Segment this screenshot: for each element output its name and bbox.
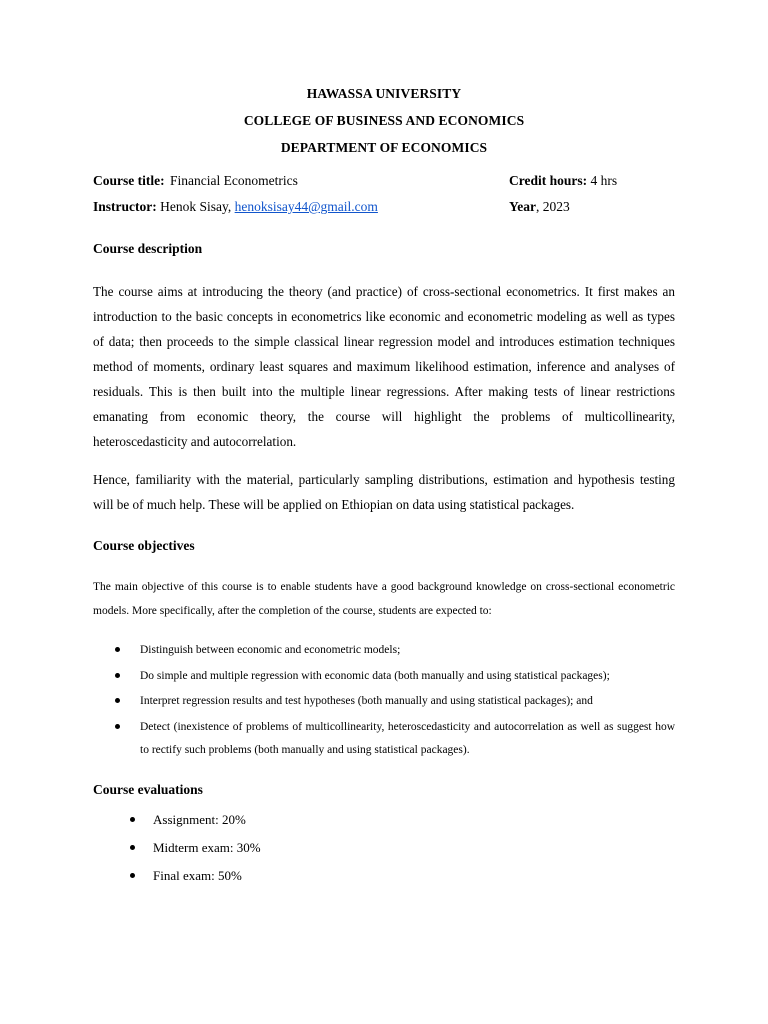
- instructor-label: Instructor:: [93, 199, 157, 214]
- objective-text: Interpret regression results and test hypotheses (both manually and using statistical packages); and: [140, 695, 593, 707]
- course-evaluations-heading: Course evaluations: [93, 782, 203, 797]
- list-item: [93, 839, 261, 867]
- list-item: [93, 811, 261, 839]
- objective-text: Detect (inexistence of problems of multicollinearity, heteroscedasticity and autocorrelation as well as suggest how to rectify such problems (both manually and using statistical packages).: [140, 720, 675, 756]
- credit-hours-row: [509, 173, 617, 189]
- bullet-icon: [130, 873, 135, 878]
- credit-hours-value: 4 hrs: [590, 173, 618, 188]
- year-label: Year: [509, 199, 536, 214]
- instructor-name: Henok Sisay,: [160, 199, 232, 214]
- bullet-icon: [115, 673, 120, 678]
- evaluation-text: Final exam: 50%: [153, 868, 242, 883]
- course-title-label: Course title:: [93, 173, 165, 188]
- course-objectives-intro: The main objective of this course is to enable students have a good background knowledge on cross-sectional econometric models. More specifically, after the completion of the course, students are expected to:: [93, 581, 675, 617]
- bullet-icon: [115, 724, 120, 729]
- college-name: COLLEGE OF BUSINESS AND ECONOMICS: [243, 113, 525, 128]
- credit-hours-label: Credit hours:: [509, 173, 588, 188]
- list-item: [93, 665, 675, 688]
- evaluation-text: Assignment: 20%: [153, 812, 246, 827]
- course-objectives-heading: Course objectives: [93, 538, 195, 553]
- bullet-icon: [130, 817, 135, 822]
- objective-text: Distinguish between economic and econometric models;: [140, 644, 401, 656]
- bullet-icon: [115, 647, 120, 652]
- evaluation-text: Midterm exam: 30%: [153, 840, 261, 855]
- list-item: [93, 867, 261, 895]
- evaluations-list: [93, 811, 261, 895]
- bullet-icon: [130, 845, 135, 850]
- list-item: [93, 690, 675, 713]
- objective-text: Do simple and multiple regression with economic data (both manually and using statistical packages);: [140, 669, 610, 682]
- course-title-row: [93, 173, 298, 189]
- list-item: [93, 639, 675, 662]
- instructor-email-link[interactable]: henoksisay44@gmail.com: [234, 199, 378, 214]
- university-name: HAWASSA UNIVERSITY: [306, 86, 462, 101]
- course-description-paragraph-2: Hence, familiarity with the material, particularly sampling distributions, estimation and hypothesis testing will be of much help. These will be applied on Ethiopian on data using statistical packages.: [93, 472, 675, 512]
- year-value: , 2023: [536, 199, 570, 214]
- course-description-paragraph-1: The course aims at introducing the theory (and practice) of cross-sectional econometrics. It first makes an introduction to the basic concepts in econometrics like economic and econometric modeling as well as types of data; then proceeds to the simple classical linear regression model and introduces estimation techniques method of moments, ordinary least squares and maximum likelihood estimation, inference and analyses of residuals. This is then built into the multiple linear regressions. After making tests of linear restrictions emanating from economic theory, the course will highlight the problems of multicollinearity, heteroscedasticity and autocorrelation.: [93, 284, 675, 449]
- year-row: [509, 199, 570, 215]
- bullet-icon: [115, 698, 120, 703]
- course-description-heading: Course description: [93, 241, 203, 256]
- objectives-list: [93, 639, 675, 764]
- list-item: [93, 716, 675, 762]
- course-title-value: Financial Econometrics: [169, 173, 298, 188]
- instructor-row: [93, 199, 378, 215]
- department-name: DEPARTMENT OF ECONOMICS: [280, 140, 488, 155]
